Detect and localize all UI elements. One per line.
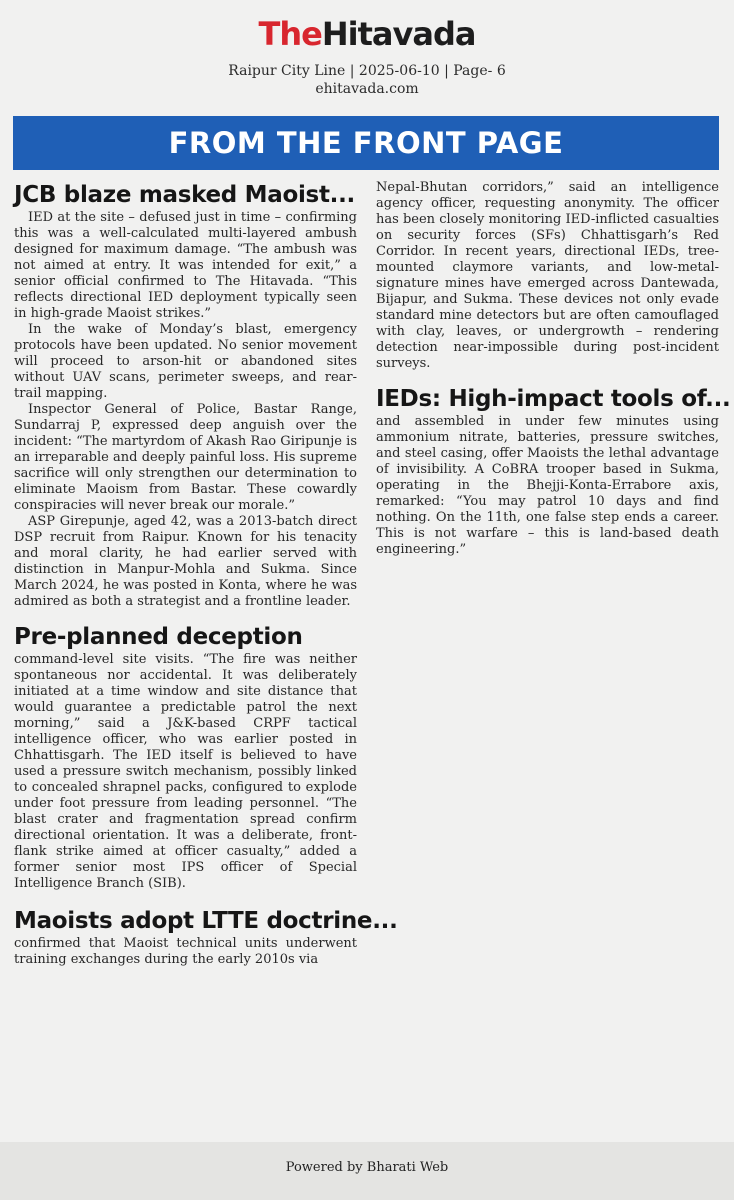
article-nepal-bhutan xyxy=(376,180,719,372)
article-paragraph: ASP Girepunje, aged 42, was a 2013-batch direct DSP recruit from Raipur. Known for his tenacity and moral clarity, he had earlier served with distinction in Manpur-Mohla and Sukma. Since March 2024, he was posted in Konta, where he was admired as both a strategist and a frontline leader. xyxy=(14,514,357,609)
headline-jcb-blaze: JCB blaze masked Maoist... xyxy=(14,182,355,208)
section-banner: FROM THE FRONT PAGE xyxy=(13,116,719,170)
footer xyxy=(0,1142,734,1200)
website-link[interactable]: ehitavada.com xyxy=(315,81,419,97)
article-jcb-blaze xyxy=(14,180,357,610)
article-paragraph: command-level site visits. “The fire was neither spontaneous nor accidental. It was deliberately initiated at a time window and site distance that would guarantee a predictable patrol the next morning,” said a J&K-based CRPF tactical intelligence officer, who was earlier posted in Chhattisgarh. The IED itself is believed to have used a pressure switch mechanism, possibly linked to concealed shrapnel packs, configured to explode under foot pressure from leading personnel. “The blast crater and fragmentation spread confirm directional orientation. It was a deliberate, front-flank strike aimed at officer casualty,” added a former senior most IPS officer of Special Intelligence Branch (SIB). xyxy=(14,652,357,891)
article-paragraph: IED at the site – defused just in time – confirming this was a well-calculated multi-layered ambush designed for maximum damage. “The ambush was not aimed at entry. It was intended for exit,” a senior official confirmed to The Hitavada. “This reflects directional IED deployment typically seen in high-grade Maoist strikes.” xyxy=(14,210,357,321)
article-paragraph: Nepal-Bhutan corridors,” said an intelligence agency officer, requesting anonymity. The officer has been closely monitoring IED-inflicted casualties on security forces (SFs) Chhattisgarh’s Red Corridor. In recent years, directional IEDs, tree-mounted claymore variants, and low-metal-signature mines have emerged across Dantewada, Bijapur, and Sukma. These devices not only evade standard mine detectors but are often camouflaged with clay, leaves, or undergrowth – rendering detection near-impossible during post-incident surveys. xyxy=(376,180,719,371)
powered-by-link[interactable]: Powered by Bharati Web xyxy=(285,1160,449,1175)
logo-the: The xyxy=(258,15,322,53)
edition-line: Raipur City Line | 2025-06-10 | Page- 6 xyxy=(228,63,506,79)
article-paragraph: confirmed that Maoist technical units underwent training exchanges during the early 2010s via xyxy=(14,936,357,967)
article-paragraph: and assembled in under few minutes using ammonium nitrate, batteries, pressure switches, and steel casing, offer Maoists the lethal advantage of invisibility. A CoBRA trooper based in Sukma, operating in the Bhejji-Konta-Errabore axis, remarked: “You may patrol 10 days and find nothing. On the 11th, one false step ends a career. This is not warfare – this is land-based death engineering.” xyxy=(376,414,719,557)
headline-ltte-doctrine: Maoists adopt LTTE doctrine... xyxy=(14,908,398,934)
logo-name: Hitavada xyxy=(321,15,476,53)
masthead xyxy=(0,14,734,98)
article-preplanned-deception xyxy=(14,622,357,892)
newspaper-logo xyxy=(0,14,734,54)
article-ieds-high-impact xyxy=(376,384,731,558)
left-column xyxy=(14,180,398,968)
article-paragraph: Inspector General of Police, Bastar Range, Sundarraj P, expressed deep anguish over the incident: “The martyrdom of Akash Rao Giripunje is an irreparable and deeply painful loss. His supreme sacrifice will only strengthen our determination to eliminate Maoism from Bastar. These cowardly conspiracies will never break our morale.” xyxy=(14,402,357,513)
article-ltte-doctrine xyxy=(14,906,398,968)
article-paragraph: In the wake of Monday’s blast, emergency protocols have been updated. No senior movement will proceed to arson-hit or abandoned sites without UAV scans, perimeter sweeps, and rear-trail mapping. xyxy=(14,322,357,401)
headline-ieds-high-impact: IEDs: High-impact tools of... xyxy=(376,386,731,412)
headline-preplanned-deception: Pre-planned deception xyxy=(14,624,303,650)
right-column xyxy=(376,180,731,558)
